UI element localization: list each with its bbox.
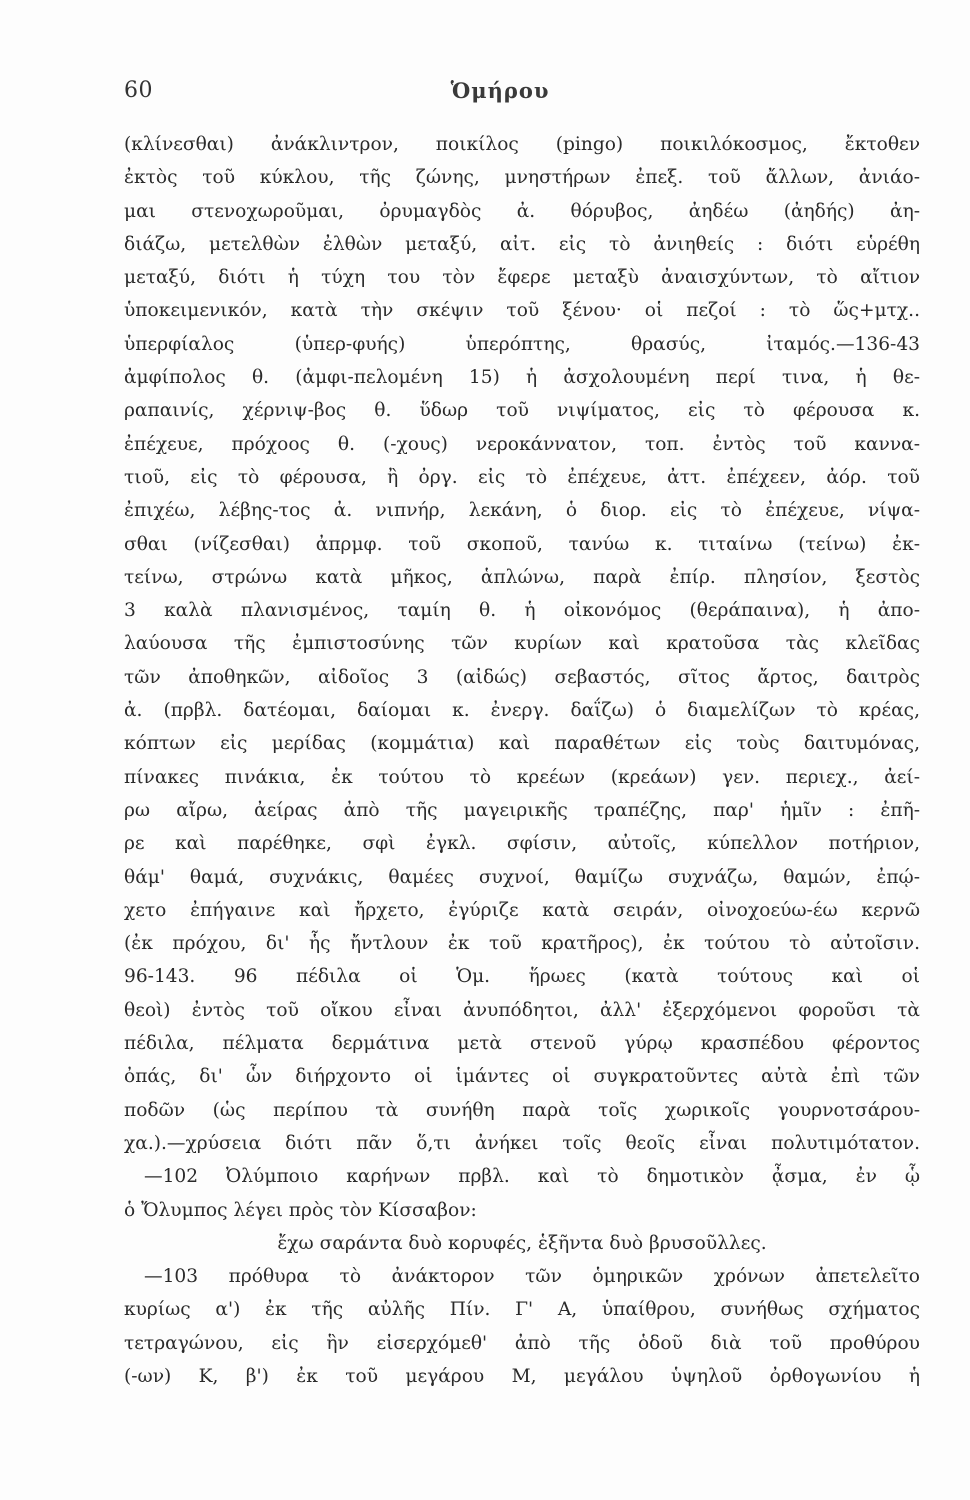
text-line: μαι στενοχωροῦμαι, ὀρυμαγδὸς ἀ. θόρυβος, ἀηδέω (ἀηδής) ἀη-: [124, 200, 920, 222]
page-number: 60: [124, 78, 153, 103]
text-line: θάμ' θαμά, συχνάκις, θαμέες συχνοί, θαμίζω συχνάζω, θαμών, ἐπῴ-: [124, 866, 920, 888]
text-line: ὑποκειμενικόν, κατὰ τὴν σκέψιν τοῦ ξένου· οἱ πεζοί : τὸ ὥς+μτχ..: [124, 300, 920, 322]
text-line: κυρίως α') ἐκ τῆς αὐλῆς Πίν. Γ' Α, ὑπαίθρου, συνήθως σχήματος: [124, 1299, 920, 1321]
text-line: ἐπέχευε, πρόχοος θ. (-χους) νεροκάννατον, τοπ. ἐντὸς τοῦ καννα-: [124, 433, 920, 455]
text-line: ὁ Ὄλυμπος λέγει πρὸς τὸν Κίσσαβον:: [124, 1199, 477, 1221]
text-line: ρε καὶ παρέθηκε, σφὶ ἐγκλ. σφίσιν, αὐτοῖς, κύπελλον ποτήριον,: [124, 833, 920, 855]
text-line: κόπτων εἰς μερίδας (κομμάτια) καὶ παραθέτων εἰς τοὺς δαιτυμόνας,: [124, 733, 920, 755]
text-line: ὀπάς, δι' ὧν διήρχοντο οἱ ἱμάντες οἱ συγκρατοῦντες αὐτὰ ἐπὶ τῶν: [124, 1066, 920, 1088]
text-line: τῶν ἀποθηκῶν, αἰδοῖος 3 (αἰδώς) σεβαστός, σῖτος ἄρτος, δαιτρὸς: [124, 666, 920, 688]
text-line: λαύουσα τῆς ἐμπιστοσύνης τῶν κυρίων καὶ κρατοῦσα τὰς κλεῖδας: [124, 633, 920, 655]
text-line: ρω αἴρω, ἀείρας ἀπὸ τῆς μαγειρικῆς τραπέζης, παρ' ἡμῖν : ἐπῆ-: [124, 799, 920, 821]
text-line: τείνω, στρώνω κατὰ μῆκος, ἁπλώνω, παρὰ ἐπίρ. πλησίον, ξεστὸς: [124, 566, 920, 588]
text-line: 3 καλὰ πλανισμένος, ταμίη θ. ἡ οἰκονόμος (θεράπαινα), ἡ ἀπο-: [124, 600, 920, 622]
text-line: διάζω, μετελθὼν ἐλθὼν μεταξύ, αἰτ. εἰς τὸ ἀνιηθείς : διότι εὑρέθη: [124, 233, 920, 255]
text-line: ἐκτὸς τοῦ κύκλου, τῆς ζώνης, μνηστήρων ἐπεξ. τοῦ ἄλλων, ἀνιάο-: [124, 167, 920, 189]
text-line: ἐπιχέω, λέβης-τος ἀ. νιπνήρ, λεκάνη, ὁ διορ. εἰς τὸ ἐπέχευε, νίψα-: [124, 500, 920, 522]
running-head: Ὁμήρου: [450, 78, 550, 103]
text-line: ἀ. (πρβλ. δατέομαι, δαίομαι κ. ἐνεργ. δαΐζω) ὁ διαμελίζων τὸ κρέας,: [124, 700, 920, 722]
text-line: πίνακες πινάκια, ἐκ τούτου τὸ κρεέων (κρεάων) γεν. περιεχ., ἀεί-: [124, 766, 920, 788]
text-line: μεταξύ, διότι ἡ τύχη του τὸν ἔφερε μεταξὺ ἀναισχύντων, τὸ αἴτιον: [124, 267, 920, 289]
text-line: τιοῦ, εἰς τὸ φέρουσα, ἢ ὀργ. εἰς τὸ ἐπέχευε, ἀττ. ἐπέχεεν, ἀόρ. τοῦ: [124, 466, 920, 488]
text-line: ὑπερφίαλος (ὑπερ-φυής) ὑπερόπτης, θρασύς, ἰταμός.—136-43: [124, 333, 920, 355]
text-line: —103 πρόθυρα τὸ ἀνάκτορον τῶν ὁμηρικῶν χρόνων ἀπετελεῖτο: [144, 1266, 920, 1288]
body-text: [124, 128, 920, 1393]
text-line: θεοὶ) ἐντὸς τοῦ οἴκου εἶναι ἀνυπόδητοι, ἀλλ' ἐξερχόμενοι φοροῦσι τὰ: [124, 999, 920, 1021]
text-line: (ἐκ πρόχου, δι' ἧς ἤντλουν ἐκ τοῦ κρατῆρος), ἐκ τούτου τὸ αὐτοῖσιν.: [124, 933, 920, 955]
text-line: (κλίνεσθαι) ἀνάκλιντρον, ποικίλος (pingo) ποικιλόκοσμος, ἔκτοθεν: [124, 134, 920, 155]
section-heading-line: 96-143. 96 πέδιλα οἱ Ὁμ. ἥρωες (κατὰ τούτους καὶ οἱ: [124, 966, 920, 988]
text-line: —102 Ὀλύμποιο καρήνων πρβλ. καὶ τὸ δημοτικὸν ᾆσμα, ἐν ᾧ: [144, 1166, 920, 1188]
text-line: χα.).—χρύσεια διότι πᾶν ὅ,τι ἀνήκει τοῖς θεοῖς εἶναι πολυτιμότατον.: [124, 1132, 920, 1154]
folk-song-quote: ἔχω σαράντα δυὸ κορυφές, ἑξῆντα δυὸ βρυσοῦλλες.: [277, 1232, 767, 1254]
text-line: σθαι (νίζεσθαι) ἀπρμφ. τοῦ σκοποῦ, τανύω κ. τιταίνω (τείνω) ἐκ-: [124, 533, 920, 555]
text-line: ποδῶν (ὡς περίπου τὰ συνήθη παρὰ τοῖς χωρικοῖς γουρνοτσάρου-: [124, 1099, 920, 1121]
text-line: (-ων) Κ, β') ἐκ τοῦ μεγάρου Μ, μεγάλου ὑψηλοῦ ὀρθογωνίου ἡ: [124, 1365, 920, 1387]
text-line: χετο ἐπήγαινε καὶ ἤρχετο, ἐγύριζε κατὰ σειράν, οἰνοχοεύω-έω κερνῶ: [124, 899, 920, 921]
text-line: ἀμφίπολος θ. (ἀμφι-πελομένη 15) ἡ ἀσχολουμένη περί τινα, ἡ θε-: [124, 367, 920, 389]
text-line: τετραγώνου, εἰς ἣν εἰσερχόμεθ' ἀπὸ τῆς ὁδοῦ διὰ τοῦ προθύρου: [124, 1332, 920, 1354]
text-line: πέδιλα, πέλματα δερμάτινα μετὰ στενοῦ γύρῳ κρασπέδου φέροντος: [124, 1033, 920, 1055]
text-line: ραπαινίς, χέρνιψ-βος θ. ὕδωρ τοῦ νιψίματος, εἰς τὸ φέρουσα κ.: [124, 400, 920, 422]
